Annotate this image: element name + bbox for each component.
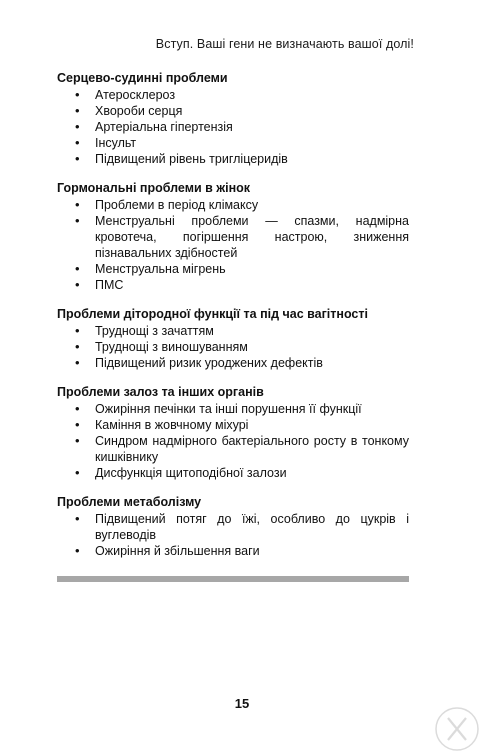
list-item (57, 417, 409, 433)
list-item-text: Артеріальна гіпертензія (95, 120, 233, 134)
list-item-text: Труднощі з виношуванням (95, 340, 248, 354)
bullet-icon: • (75, 103, 80, 118)
page-number: 15 (234, 696, 250, 711)
list-item-text: Синдром надмірного бактеріального росту в тонкому кишківнику (95, 434, 409, 464)
bullet-list (57, 511, 409, 559)
list-item-text: Каміння в жовчному міхурі (95, 418, 249, 432)
list-item (57, 261, 409, 277)
list-item-text: Дисфункція щитоподібної залози (95, 466, 287, 480)
list-item (57, 543, 409, 559)
bullet-icon: • (75, 465, 80, 480)
list-item (57, 355, 409, 371)
bullet-icon: • (75, 433, 80, 448)
x-logo-icon (434, 706, 480, 752)
list-item (57, 465, 409, 481)
list-item-text: Підвищений потяг до їжі, особливо до цукрів і вуглеводів (95, 512, 409, 542)
list-item-text: Хвороби серця (95, 104, 183, 118)
section-metabolism (57, 494, 409, 559)
list-item (57, 433, 409, 465)
bullet-icon: • (75, 417, 80, 432)
list-item (57, 323, 409, 339)
bullet-list (57, 323, 409, 371)
list-item (57, 135, 409, 151)
list-item (57, 339, 409, 355)
list-item (57, 151, 409, 167)
section-end-rule (57, 576, 409, 582)
bullet-icon: • (75, 135, 80, 150)
section-hormonal (57, 180, 409, 293)
list-item-text: Менструальні проблеми — спазми, надмірна кровотеча, погіршення настрою, зниження пізнавальних здібностей (95, 214, 409, 260)
bullet-icon: • (75, 355, 80, 370)
bullet-icon: • (75, 543, 80, 558)
bullet-icon: • (75, 511, 80, 526)
bullet-icon: • (75, 151, 80, 166)
list-item (57, 277, 409, 293)
bullet-list (57, 87, 409, 167)
running-header: Вступ. Ваші гени не визначають вашої долі! (155, 37, 414, 51)
list-item (57, 401, 409, 417)
list-item-text: Труднощі з зачаттям (95, 324, 214, 338)
bullet-icon: • (75, 261, 80, 276)
bullet-icon: • (75, 119, 80, 134)
list-item-text: Проблеми в період клімаксу (95, 198, 259, 212)
list-item-text: Підвищений ризик уроджених дефектів (95, 356, 323, 370)
section-title: Проблеми метаболізму (57, 495, 202, 509)
section-glands-organs (57, 384, 409, 481)
section-reproductive (57, 306, 409, 371)
bullet-icon: • (75, 401, 80, 416)
list-item (57, 87, 409, 103)
list-item (57, 119, 409, 135)
bullet-icon: • (75, 323, 80, 338)
list-item-text: Атеросклероз (95, 88, 176, 102)
list-item-text: ПМС (95, 278, 124, 292)
bullet-icon: • (75, 339, 80, 354)
list-item (57, 213, 409, 261)
bullet-icon: • (75, 197, 80, 212)
list-item-text: Менструальна мігрень (95, 262, 226, 276)
section-title: Серцево-судинні проблеми (57, 71, 228, 85)
section-title: Гормональні проблеми в жінок (57, 181, 251, 195)
bullet-icon: • (75, 277, 80, 292)
section-title: Проблеми залоз та інших органів (57, 385, 264, 399)
page-content (57, 70, 409, 572)
list-item-text: Інсульт (95, 136, 137, 150)
list-item (57, 103, 409, 119)
bullet-list (57, 197, 409, 293)
bullet-list (57, 401, 409, 481)
bullet-icon: • (75, 213, 80, 228)
list-item (57, 197, 409, 213)
list-item (57, 511, 409, 543)
section-cardiovascular (57, 70, 409, 167)
list-item-text: Ожиріння печінки та інші порушення її функції (95, 402, 362, 416)
list-item-text: Підвищений рівень тригліцеридів (95, 152, 288, 166)
section-title: Проблеми дітородної функції та під час вагітності (57, 307, 368, 321)
bullet-icon: • (75, 87, 80, 102)
list-item-text: Ожиріння й збільшення ваги (95, 544, 260, 558)
